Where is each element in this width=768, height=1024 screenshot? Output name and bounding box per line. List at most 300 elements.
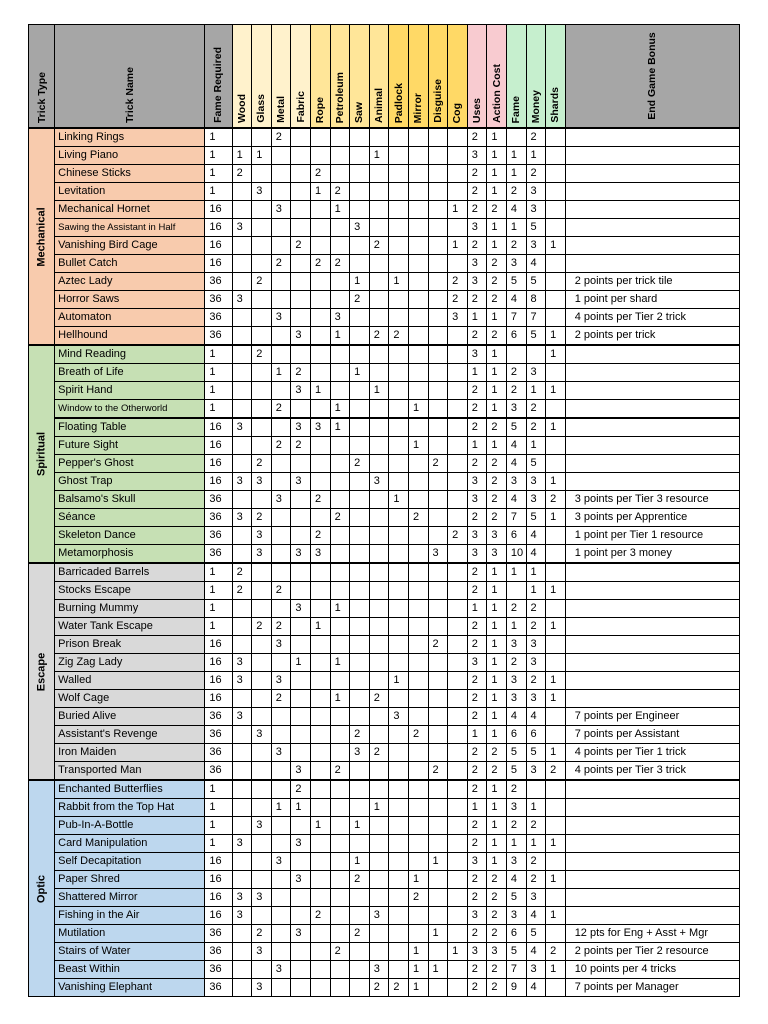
- cell-padlock: [389, 219, 409, 237]
- cell-animal: [369, 925, 389, 943]
- cell-saw: [350, 237, 370, 255]
- cell-glass: [252, 309, 272, 327]
- cell-glass: [252, 636, 272, 654]
- cell-petroleum: [330, 455, 350, 473]
- cell-wood: [232, 382, 252, 400]
- cell-wood: [232, 455, 252, 473]
- header-trick-type: Trick Type: [29, 25, 55, 129]
- cell-petroleum: [330, 273, 350, 291]
- end-game-bonus: 10 points per 4 tricks: [565, 961, 739, 979]
- end-game-bonus: [565, 345, 739, 364]
- cell-uses: 2: [467, 582, 487, 600]
- cell-uses: 1: [467, 309, 487, 327]
- cell-metal: 2: [271, 128, 291, 147]
- header-shards: Shards: [546, 25, 566, 129]
- cell-action-cost: 1: [487, 345, 507, 364]
- cell-saw: [350, 799, 370, 817]
- cell-wood: 3: [232, 708, 252, 726]
- trick-name: Wolf Cage: [55, 690, 205, 708]
- cell-animal: [369, 582, 389, 600]
- cell-disguise: [428, 382, 448, 400]
- cell-mirror: [408, 237, 428, 255]
- cell-disguise: [428, 255, 448, 273]
- header-fame: Fame: [506, 25, 526, 129]
- cell-cog: [448, 654, 468, 672]
- cell-fame-required: 1: [205, 183, 232, 201]
- cell-mirror: 1: [408, 979, 428, 997]
- cell-money: 3: [526, 491, 546, 509]
- cell-metal: [271, 835, 291, 853]
- cell-saw: 3: [350, 744, 370, 762]
- cell-fame: 9: [506, 979, 526, 997]
- cell-action-cost: 1: [487, 726, 507, 744]
- end-game-bonus: [565, 618, 739, 636]
- cell-fabric: [291, 455, 311, 473]
- cell-shards: 1: [546, 690, 566, 708]
- cell-action-cost: 3: [487, 943, 507, 961]
- cell-wood: [232, 817, 252, 835]
- cell-shards: [546, 636, 566, 654]
- trick-type-mechanical: [29, 128, 55, 345]
- cell-animal: [369, 563, 389, 582]
- cell-wood: [232, 364, 252, 382]
- cell-action-cost: 2: [487, 744, 507, 762]
- cell-metal: [271, 183, 291, 201]
- cell-shards: 1: [546, 744, 566, 762]
- cell-shards: [546, 183, 566, 201]
- cell-petroleum: [330, 979, 350, 997]
- cell-uses: 2: [467, 382, 487, 400]
- cell-shards: 2: [546, 491, 566, 509]
- end-game-bonus: [565, 853, 739, 871]
- cell-fame: 5: [506, 943, 526, 961]
- cell-uses: 2: [467, 183, 487, 201]
- cell-fame-required: 1: [205, 345, 232, 364]
- cell-money: 4: [526, 979, 546, 997]
- cell-money: 5: [526, 455, 546, 473]
- cell-fame: 3: [506, 255, 526, 273]
- end-game-bonus: [565, 690, 739, 708]
- table-row: [29, 636, 740, 654]
- trick-name: Walled: [55, 672, 205, 690]
- cell-petroleum: 1: [330, 418, 350, 437]
- trick-name: Buried Alive: [55, 708, 205, 726]
- cell-petroleum: [330, 636, 350, 654]
- cell-shards: [546, 147, 566, 165]
- cell-fame: 3: [506, 636, 526, 654]
- cell-petroleum: 1: [330, 654, 350, 672]
- cell-uses: 2: [467, 889, 487, 907]
- cell-glass: [252, 255, 272, 273]
- cell-padlock: 2: [389, 327, 409, 346]
- cell-disguise: [428, 491, 448, 509]
- cell-money: 2: [526, 600, 546, 618]
- cell-mirror: 1: [408, 943, 428, 961]
- cell-money: 2: [526, 165, 546, 183]
- cell-uses: 3: [467, 345, 487, 364]
- cell-fame: 3: [506, 907, 526, 925]
- cell-uses: 2: [467, 455, 487, 473]
- cell-fabric: 1: [291, 799, 311, 817]
- cell-shards: 1: [546, 473, 566, 491]
- cell-animal: [369, 871, 389, 889]
- trick-name: Bullet Catch: [55, 255, 205, 273]
- header-glass: Glass: [252, 25, 272, 129]
- table-row: [29, 925, 740, 943]
- end-game-bonus: [565, 165, 739, 183]
- cell-money: 5: [526, 925, 546, 943]
- cell-cog: [448, 853, 468, 871]
- cell-saw: [350, 418, 370, 437]
- end-game-bonus: [565, 219, 739, 237]
- cell-uses: 2: [467, 979, 487, 997]
- trick-name: Mind Reading: [55, 345, 205, 364]
- cell-metal: [271, 345, 291, 364]
- cell-mirror: 1: [408, 961, 428, 979]
- cell-fame: [506, 582, 526, 600]
- cell-animal: 2: [369, 237, 389, 255]
- cell-rope: 1: [310, 817, 330, 835]
- cell-rope: [310, 744, 330, 762]
- cell-mirror: [408, 201, 428, 219]
- cell-action-cost: 1: [487, 780, 507, 799]
- cell-glass: [252, 744, 272, 762]
- cell-animal: [369, 128, 389, 147]
- cell-fame: 1: [506, 165, 526, 183]
- end-game-bonus: [565, 201, 739, 219]
- cell-animal: [369, 219, 389, 237]
- cell-glass: 3: [252, 726, 272, 744]
- cell-money: 5: [526, 219, 546, 237]
- cell-money: 3: [526, 201, 546, 219]
- cell-petroleum: 2: [330, 943, 350, 961]
- cell-action-cost: 1: [487, 364, 507, 382]
- cell-glass: [252, 237, 272, 255]
- cell-uses: 2: [467, 165, 487, 183]
- cell-rope: [310, 799, 330, 817]
- cell-money: 8: [526, 291, 546, 309]
- cell-mirror: [408, 618, 428, 636]
- cell-fabric: 3: [291, 545, 311, 564]
- trick-name: Prison Break: [55, 636, 205, 654]
- cell-disguise: [428, 327, 448, 346]
- cell-metal: [271, 273, 291, 291]
- cell-shards: 2: [546, 762, 566, 781]
- cell-glass: [252, 780, 272, 799]
- cell-fame: 6: [506, 726, 526, 744]
- cell-saw: [350, 382, 370, 400]
- cell-fame-required: 1: [205, 600, 232, 618]
- cell-animal: [369, 636, 389, 654]
- trick-name: Automaton: [55, 309, 205, 327]
- cell-cog: [448, 418, 468, 437]
- cell-padlock: [389, 545, 409, 564]
- cell-disguise: [428, 309, 448, 327]
- cell-uses: 2: [467, 744, 487, 762]
- trick-name: Zig Zag Lady: [55, 654, 205, 672]
- cell-wood: 2: [232, 582, 252, 600]
- trick-name: Spirit Hand: [55, 382, 205, 400]
- end-game-bonus: [565, 871, 739, 889]
- trick-type-spiritual: [29, 345, 55, 563]
- cell-metal: [271, 708, 291, 726]
- cell-action-cost: 1: [487, 835, 507, 853]
- cell-metal: 2: [271, 400, 291, 419]
- cell-padlock: [389, 382, 409, 400]
- cell-shards: [546, 563, 566, 582]
- cell-fame-required: 36: [205, 925, 232, 943]
- cell-glass: [252, 961, 272, 979]
- cell-fame-required: 1: [205, 835, 232, 853]
- cell-metal: [271, 871, 291, 889]
- cell-rope: [310, 889, 330, 907]
- cell-fame: 2: [506, 654, 526, 672]
- cell-disguise: [428, 889, 448, 907]
- cell-disguise: [428, 780, 448, 799]
- cell-wood: 1: [232, 147, 252, 165]
- cell-animal: [369, 437, 389, 455]
- cell-action-cost: 3: [487, 545, 507, 564]
- cell-fame-required: 16: [205, 473, 232, 491]
- cell-fabric: [291, 509, 311, 527]
- cell-disguise: [428, 201, 448, 219]
- cell-uses: 3: [467, 853, 487, 871]
- cell-fame: 6: [506, 527, 526, 545]
- cell-glass: 1: [252, 147, 272, 165]
- trick-type-label: Escape: [35, 652, 48, 691]
- cell-mirror: [408, 744, 428, 762]
- cell-disguise: [428, 147, 448, 165]
- cell-uses: 2: [467, 925, 487, 943]
- cell-rope: [310, 925, 330, 943]
- cell-padlock: [389, 871, 409, 889]
- cell-fabric: [291, 527, 311, 545]
- cell-cog: [448, 147, 468, 165]
- cell-disguise: [428, 708, 448, 726]
- cell-animal: [369, 527, 389, 545]
- cell-animal: [369, 853, 389, 871]
- cell-rope: [310, 345, 330, 364]
- cell-saw: [350, 183, 370, 201]
- cell-uses: 3: [467, 273, 487, 291]
- cell-saw: [350, 165, 370, 183]
- cell-fabric: 3: [291, 871, 311, 889]
- table-row: [29, 273, 740, 291]
- cell-rope: [310, 961, 330, 979]
- cell-saw: 2: [350, 871, 370, 889]
- cell-money: 3: [526, 889, 546, 907]
- cell-disguise: [428, 364, 448, 382]
- cell-mirror: [408, 853, 428, 871]
- cell-rope: [310, 128, 330, 147]
- cell-animal: 1: [369, 799, 389, 817]
- cell-glass: [252, 165, 272, 183]
- cell-metal: 3: [271, 201, 291, 219]
- cell-glass: [252, 364, 272, 382]
- cell-animal: 1: [369, 382, 389, 400]
- cell-shards: [546, 255, 566, 273]
- cell-wood: [232, 961, 252, 979]
- cell-cog: 1: [448, 201, 468, 219]
- cell-fabric: 2: [291, 364, 311, 382]
- cell-shards: 1: [546, 237, 566, 255]
- cell-animal: [369, 165, 389, 183]
- cell-cog: [448, 255, 468, 273]
- cell-padlock: [389, 400, 409, 419]
- cell-disguise: [428, 979, 448, 997]
- cell-mirror: 2: [408, 889, 428, 907]
- cell-mirror: [408, 762, 428, 781]
- cell-wood: 3: [232, 219, 252, 237]
- cell-petroleum: [330, 345, 350, 364]
- cell-money: 1: [526, 799, 546, 817]
- cell-uses: 1: [467, 364, 487, 382]
- cell-petroleum: [330, 780, 350, 799]
- cell-fabric: [291, 165, 311, 183]
- cell-money: 1: [526, 835, 546, 853]
- cell-disguise: [428, 835, 448, 853]
- cell-fame-required: 16: [205, 219, 232, 237]
- cell-money: 5: [526, 273, 546, 291]
- cell-disguise: [428, 291, 448, 309]
- cell-disguise: [428, 582, 448, 600]
- cell-cog: [448, 744, 468, 762]
- cell-saw: 1: [350, 817, 370, 835]
- cell-money: 3: [526, 237, 546, 255]
- tricks-table: [28, 24, 740, 997]
- cell-money: 6: [526, 726, 546, 744]
- cell-saw: 2: [350, 726, 370, 744]
- cell-glass: [252, 799, 272, 817]
- cell-uses: 1: [467, 726, 487, 744]
- trick-name: Ghost Trap: [55, 473, 205, 491]
- cell-fabric: [291, 219, 311, 237]
- cell-disguise: [428, 563, 448, 582]
- cell-shards: 1: [546, 582, 566, 600]
- cell-saw: [350, 345, 370, 364]
- cell-fabric: [291, 672, 311, 690]
- cell-mirror: [408, 527, 428, 545]
- cell-money: 3: [526, 961, 546, 979]
- cell-padlock: [389, 255, 409, 273]
- cell-animal: [369, 708, 389, 726]
- cell-padlock: [389, 889, 409, 907]
- table-row: [29, 762, 740, 781]
- cell-metal: 3: [271, 672, 291, 690]
- cell-animal: [369, 545, 389, 564]
- cell-uses: 3: [467, 545, 487, 564]
- table-row: [29, 473, 740, 491]
- cell-shards: 1: [546, 327, 566, 346]
- cell-mirror: [408, 799, 428, 817]
- table-row: [29, 690, 740, 708]
- header-rope: Rope: [310, 25, 330, 129]
- cell-disguise: [428, 273, 448, 291]
- cell-disguise: [428, 237, 448, 255]
- cell-cog: [448, 600, 468, 618]
- cell-fame: 3: [506, 473, 526, 491]
- cell-cog: [448, 400, 468, 419]
- cell-mirror: [408, 672, 428, 690]
- cell-disguise: [428, 345, 448, 364]
- cell-cog: [448, 382, 468, 400]
- cell-cog: [448, 780, 468, 799]
- cell-fame: 2: [506, 817, 526, 835]
- cell-disguise: [428, 527, 448, 545]
- cell-rope: [310, 437, 330, 455]
- cell-fabric: [291, 636, 311, 654]
- cell-padlock: 3: [389, 708, 409, 726]
- table-row: [29, 871, 740, 889]
- cell-saw: [350, 473, 370, 491]
- cell-cog: [448, 889, 468, 907]
- cell-disguise: [428, 509, 448, 527]
- cell-uses: 2: [467, 563, 487, 582]
- cell-cog: [448, 455, 468, 473]
- cell-rope: 2: [310, 491, 330, 509]
- cell-shards: 1: [546, 961, 566, 979]
- cell-petroleum: [330, 907, 350, 925]
- cell-cog: 3: [448, 309, 468, 327]
- cell-money: 3: [526, 473, 546, 491]
- cell-petroleum: 2: [330, 509, 350, 527]
- cell-money: 3: [526, 364, 546, 382]
- cell-fabric: [291, 943, 311, 961]
- cell-disguise: [428, 600, 448, 618]
- cell-metal: 2: [271, 582, 291, 600]
- cell-rope: [310, 835, 330, 853]
- cell-cog: [448, 437, 468, 455]
- cell-uses: 2: [467, 237, 487, 255]
- cell-shards: [546, 437, 566, 455]
- cell-metal: [271, 382, 291, 400]
- cell-money: 2: [526, 128, 546, 147]
- cell-mirror: [408, 907, 428, 925]
- trick-name: Balsamo's Skull: [55, 491, 205, 509]
- trick-name: Future Sight: [55, 437, 205, 455]
- table-row: [29, 726, 740, 744]
- table-row: [29, 943, 740, 961]
- cell-saw: [350, 636, 370, 654]
- cell-saw: [350, 780, 370, 799]
- cell-disguise: [428, 183, 448, 201]
- trick-name: Burning Mummy: [55, 600, 205, 618]
- cell-mirror: [408, 708, 428, 726]
- cell-wood: [232, 618, 252, 636]
- cell-wood: [232, 799, 252, 817]
- cell-rope: 3: [310, 545, 330, 564]
- cell-shards: [546, 201, 566, 219]
- cell-shards: [546, 817, 566, 835]
- cell-fabric: [291, 491, 311, 509]
- cell-shards: [546, 545, 566, 564]
- cell-glass: 2: [252, 925, 272, 943]
- end-game-bonus: [565, 418, 739, 437]
- cell-shards: 1: [546, 345, 566, 364]
- cell-metal: [271, 219, 291, 237]
- cell-shards: 1: [546, 835, 566, 853]
- cell-fame: 1: [506, 563, 526, 582]
- cell-action-cost: 1: [487, 600, 507, 618]
- cell-fabric: 2: [291, 437, 311, 455]
- table-row: [29, 183, 740, 201]
- cell-shards: 1: [546, 418, 566, 437]
- cell-fabric: [291, 147, 311, 165]
- cell-uses: 3: [467, 654, 487, 672]
- cell-fame: 3: [506, 799, 526, 817]
- cell-saw: [350, 255, 370, 273]
- cell-petroleum: [330, 491, 350, 509]
